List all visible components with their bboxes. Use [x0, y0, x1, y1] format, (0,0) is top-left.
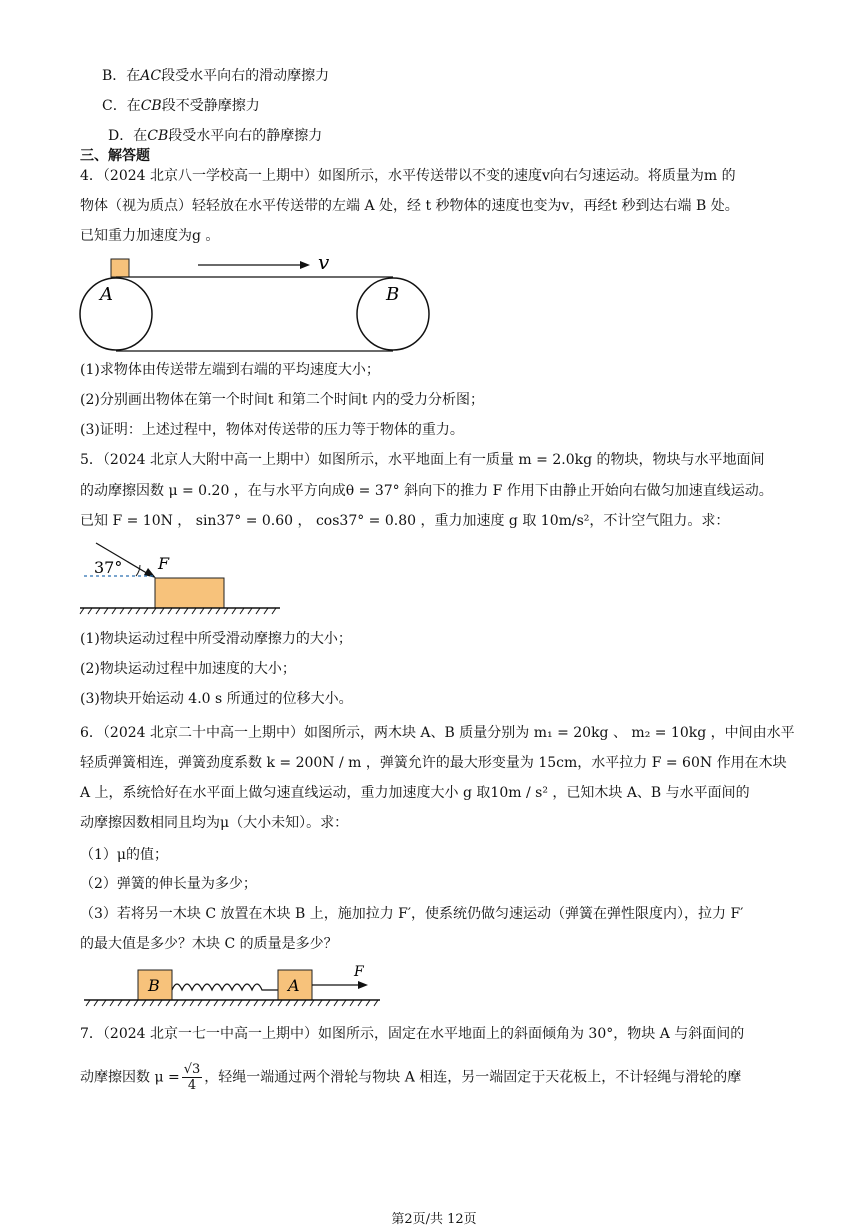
- spring-blocks-diagram: [84, 962, 384, 1012]
- q5-sub2: (2)物块运动过程中加速度的大小；: [80, 661, 296, 677]
- option-b: B．在AC段受水平向右的滑动摩擦力: [102, 68, 330, 84]
- angle-label: 37°: [94, 558, 123, 577]
- option-c: C．在CB段不受静摩擦力: [102, 98, 260, 114]
- q4-sub1: (1)求物体由传送带左端到右端的平均速度大小；: [80, 362, 380, 378]
- label-b: B: [386, 284, 400, 305]
- ground-hatching: [80, 608, 276, 614]
- q6-line3: A 上，系统恰好在水平面上做匀速直线运动，重力加速度大小 g 取10m / s² ，已知木块 A、B 与水平面间的: [80, 785, 750, 801]
- spring: [172, 984, 278, 990]
- q4-sub3: (3)证明：上述过程中，物体对传送带的压力等于物体的重力。: [80, 422, 464, 438]
- pull-force-label: F: [354, 964, 364, 980]
- object-block: [111, 259, 129, 277]
- block-a-label: A: [288, 976, 300, 995]
- ground-hatching: [86, 1000, 378, 1006]
- q7-line2: 动摩擦因数 μ = $\frac{√3}{4}$ ，轻绳一端通过两个滑轮与物块 A 相连，另一端固定于天花板上，不计轻绳与滑轮的摩: [80, 1062, 742, 1093]
- q6-sub2: （2）弹簧的伸长量为多少；: [80, 876, 257, 892]
- pushed-block-diagram: [80, 535, 290, 620]
- option-b-var: AC: [140, 68, 162, 84]
- option-d: D．在CB段受水平向右的静摩擦力: [108, 128, 323, 144]
- q6-sub3a: （3）若将另一木块 C 放置在木块 B 上，施加拉力 F′，使系统仍做匀速运动（弹簧在弹性限度内），拉力 F′: [80, 906, 744, 922]
- q6-sub3b: 的最大值是多少？木块 C 的质量是多少？: [80, 936, 338, 952]
- q4-line2: 物体（视为质点）轻轻放在水平传送带的左端 A 处，经 t 秒物体的速度也变为v，再经t 秒到达右端 B 处。: [80, 198, 739, 214]
- q6-line4: 动摩擦因数相同且均为μ（大小未知）。求：: [80, 815, 349, 831]
- conveyor-belt-diagram: [80, 250, 440, 355]
- velocity-arrowhead: [300, 261, 310, 269]
- q5-line3: 已知 F = 10N ， sin37° = 0.60 ， cos37° = 0.80 ，重力加速度 g 取 10m/s²，不计空气阻力。求：: [80, 513, 730, 529]
- q5-line2: 的动摩擦因数 μ = 0.20 ，在与水平方向成θ = 37° 斜向下的推力 F 作用下由静止开始向右做匀加速直线运动。: [80, 483, 773, 499]
- q5-sub3: (3)物块开始运动 4.0 s 所通过的位移大小。: [80, 691, 353, 707]
- pull-force-arrowhead: [358, 981, 368, 989]
- q4-line3: 已知重力加速度为g 。: [80, 228, 220, 244]
- q5-sub1: (1)物块运动过程中所受滑动摩擦力的大小；: [80, 631, 352, 647]
- block: [155, 578, 224, 608]
- force-label: F: [158, 554, 170, 573]
- velocity-label: v: [318, 250, 330, 274]
- q5-line1: 5．（2024 北京人大附中高一上期中）如图所示，水平地面上有一质量 m = 2.0kg 的物块，物块与水平地面间: [80, 452, 765, 468]
- q6-line1: 6．（2024 北京二十中高一上期中）如图所示，两木块 A、B 质量分别为 m₁ = 20kg 、 m₂ = 10kg ，中间由水平: [80, 725, 795, 741]
- q6-line2: 轻质弹簧相连，弹簧劲度系数 k = 200N / m ，弹簧允许的最大形变量为 15cm，水平拉力 F = 60N 作用在木块: [80, 755, 787, 771]
- option-c-var: CB: [140, 98, 162, 114]
- q7-line1: 7．（2024 北京一七一中高一上期中）如图所示，固定在水平地面上的斜面倾角为 30°，物块 A 与斜面间的: [80, 1026, 745, 1042]
- mu-fraction: $\frac{√3}{4}$: [183, 1062, 201, 1093]
- page-footer: 第2页/共 12页: [391, 1212, 477, 1227]
- block-b-label: B: [148, 976, 160, 995]
- q6-sub1: （1）μ的值；: [80, 847, 169, 863]
- q4-sub2: (2)分别画出物体在第一个时间t 和第二个时间t 内的受力分析图；: [80, 392, 484, 408]
- section-heading: 三、解答题: [80, 148, 150, 164]
- left-pulley: [80, 278, 152, 350]
- option-d-var: CB: [147, 128, 169, 144]
- q4-line1: 4．（2024 北京八一学校高一上期中）如图所示，水平传送带以不变的速度v向右匀速运动。将质量为m 的: [80, 168, 736, 184]
- label-a: A: [100, 284, 113, 305]
